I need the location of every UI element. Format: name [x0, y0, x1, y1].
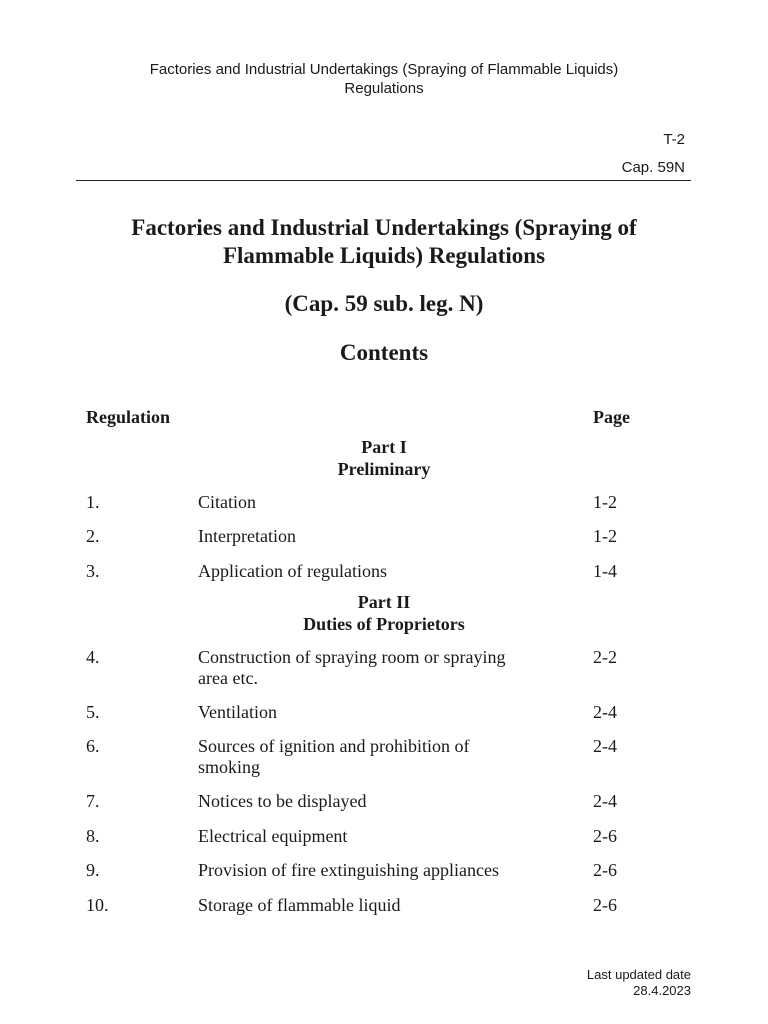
last-updated-date: 28.4.2023: [633, 983, 691, 998]
document-subtitle: (Cap. 59 sub. leg. N): [284, 291, 484, 316]
part-heading: [0, 436, 768, 480]
toc-entry-page: 2-6: [593, 826, 617, 846]
toc-entry-number: 2.: [86, 526, 100, 546]
toc-entry-title: Ventilation: [198, 702, 277, 722]
toc-entry-number: 1.: [86, 492, 100, 512]
toc-entry-page: 2-4: [593, 736, 617, 756]
toc-entry-title: Provision of fire extinguishing appliances: [198, 860, 499, 880]
toc-entry-title: Application of regulations: [198, 561, 387, 581]
last-updated-footer: [587, 967, 691, 999]
toc-entry-number: 9.: [86, 860, 100, 880]
running-header-line-2: Regulations: [344, 80, 424, 97]
toc-entry-number: 4.: [86, 647, 100, 667]
document-title-line-2: Flammable Liquids) Regulations: [222, 243, 546, 268]
document-title: [0, 214, 768, 270]
toc-entry-title: Notices to be displayed: [198, 791, 367, 811]
toc-entry-title: Electrical equipment: [198, 826, 348, 846]
toc-entry-title-line-2: smoking: [198, 757, 261, 777]
regulation-column-header: Regulation: [86, 407, 171, 427]
page-column-header: Page: [593, 407, 630, 427]
toc-entry-page: 1-2: [593, 526, 617, 546]
toc-entry-page: 2-2: [593, 647, 617, 667]
toc-entry-title: Citation: [198, 492, 256, 512]
toc-entry-page: 2-6: [593, 895, 617, 915]
toc-entry-page: 2-4: [593, 702, 617, 722]
toc-entry-title: [198, 736, 568, 778]
part-name: Preliminary: [337, 459, 431, 479]
part-number: Part II: [357, 592, 411, 612]
toc-entry-number: 3.: [86, 561, 100, 581]
reference-block: [622, 130, 685, 177]
part-number: Part I: [361, 437, 407, 457]
running-header-line-1: Factories and Industrial Undertakings (Spraying of Flammable Liquids): [149, 61, 619, 78]
last-updated-label: Last updated date: [586, 967, 691, 982]
toc-entry-page: 2-6: [593, 860, 617, 880]
toc-entry-page: 1-4: [593, 561, 617, 581]
toc-entry-title-line-1: Sources of ignition and prohibition of: [198, 736, 470, 756]
toc-entry-title: Storage of flammable liquid: [198, 895, 401, 915]
toc-entry-title-line-2: area etc.: [198, 668, 258, 688]
toc-entry-title: [198, 647, 568, 689]
part-heading: [0, 591, 768, 635]
toc-entry-number: 7.: [86, 791, 100, 811]
toc-entry-page: 2-4: [593, 791, 617, 811]
contents-heading: Contents: [339, 340, 429, 365]
toc-entry-number: 6.: [86, 736, 100, 756]
toc-entry-title-line-1: Construction of spraying room or spraying: [198, 647, 506, 667]
document-title-line-1: Factories and Industrial Undertakings (Spraying of: [131, 215, 637, 240]
chapter-number: Cap. 59N: [621, 159, 685, 176]
running-header: [0, 60, 768, 98]
reference-code: T-2: [663, 131, 685, 148]
toc-entry-number: 10.: [86, 895, 109, 915]
part-name: Duties of Proprietors: [303, 614, 465, 634]
toc-entry-title: Interpretation: [198, 526, 296, 546]
toc-entry-number: 5.: [86, 702, 100, 722]
toc-entry-page: 1-2: [593, 492, 617, 512]
toc-entry-number: 8.: [86, 826, 100, 846]
header-divider: [76, 180, 691, 181]
